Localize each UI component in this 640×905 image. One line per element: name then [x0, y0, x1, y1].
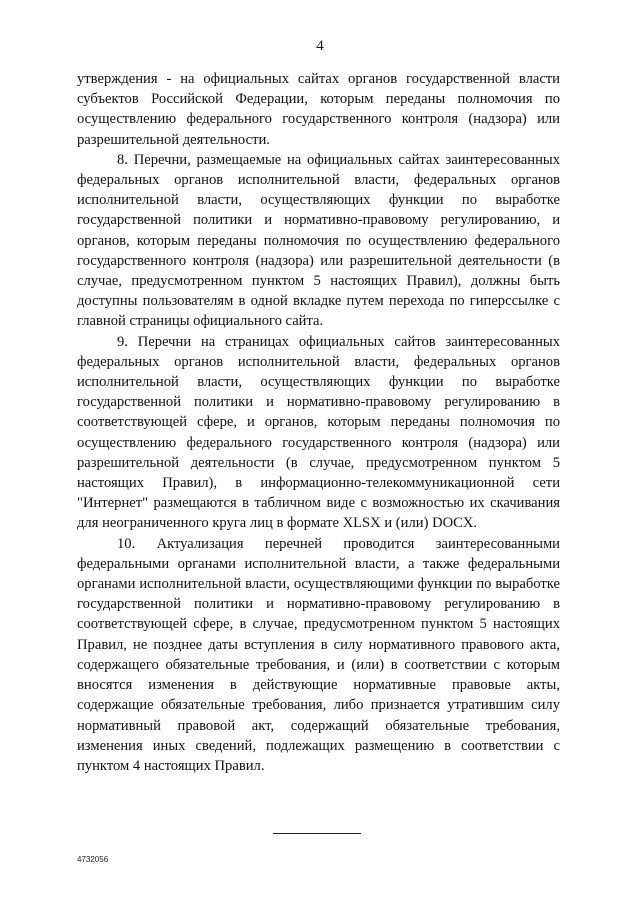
- paragraph-item-10: 10. Актуализация перечней проводится заинтересованными федеральными органами исполнительной власти, а также федеральными органами исполнительной власти, осуществляющими функции по выработке государственной политики и нормативно-правовому регулированию в соответствующей сфере, в случае, предусмотренном пунктом 5 настоящих Правил, не позднее даты вступления в силу нормативного правового акта, содержащего обязательные требования, и (или) в соответствии с которым вносятся изменения в действующие нормативные правовые акты, содержащие обязательные требования, либо признается утратившим силу нормативный правовой акт, содержащий обязательные требования, изменения иных сведений, подлежащих размещению в соответствии с пунктом 4 настоящих Правил.: [77, 535, 560, 774]
- paragraph-continuation: утверждения - на официальных сайтах органов государственной власти субъектов Российской Федерации, которым переданы полномочия по осуществлению федерального государственного контроля (надзора) или разрешительной деятельности.: [77, 71, 560, 148]
- paragraph-item-9: 9. Перечни на страницах официальных сайтов заинтересованных федеральных органов исполнительной власти, федеральных органов исполнительной власти, осуществляющих функции по выработке государственной политики и нормативно-правовому регулированию в соответствующей сфере, и органов, которым переданы полномочия по осуществлению федерального государственного контроля (надзора) или разрешительной деятельности (в случае, предусмотренном пунктом 5 настоящих Правил), в информационно-телекоммуникационной сети "Интернет" размещаются в табличном виде с возможностью их скачивания для неограниченного круга лиц в формате XLSX и (или) DOCX.: [77, 333, 560, 532]
- document-code: 4732056: [77, 855, 109, 864]
- document-body: [77, 69, 560, 776]
- paragraph-item-8: 8. Перечни, размещаемые на официальных сайтах заинтересованных федеральных органов исполнительной власти, федеральных органов исполнительной власти, осуществляющих функции по выработке государственной политики и нормативно-правовому регулированию, и органов, которым переданы полномочия по осуществлению федерального государственного контроля (надзора) или разрешительной деятельности (в случае, предусмотренном пунктом 5 настоящих Правил), должны быть доступны пользователям в одной вкладке путем перехода по гиперссылке с главной страницы официального сайта.: [77, 151, 560, 330]
- page-number: 4: [316, 38, 324, 54]
- end-separator-line: [273, 833, 361, 834]
